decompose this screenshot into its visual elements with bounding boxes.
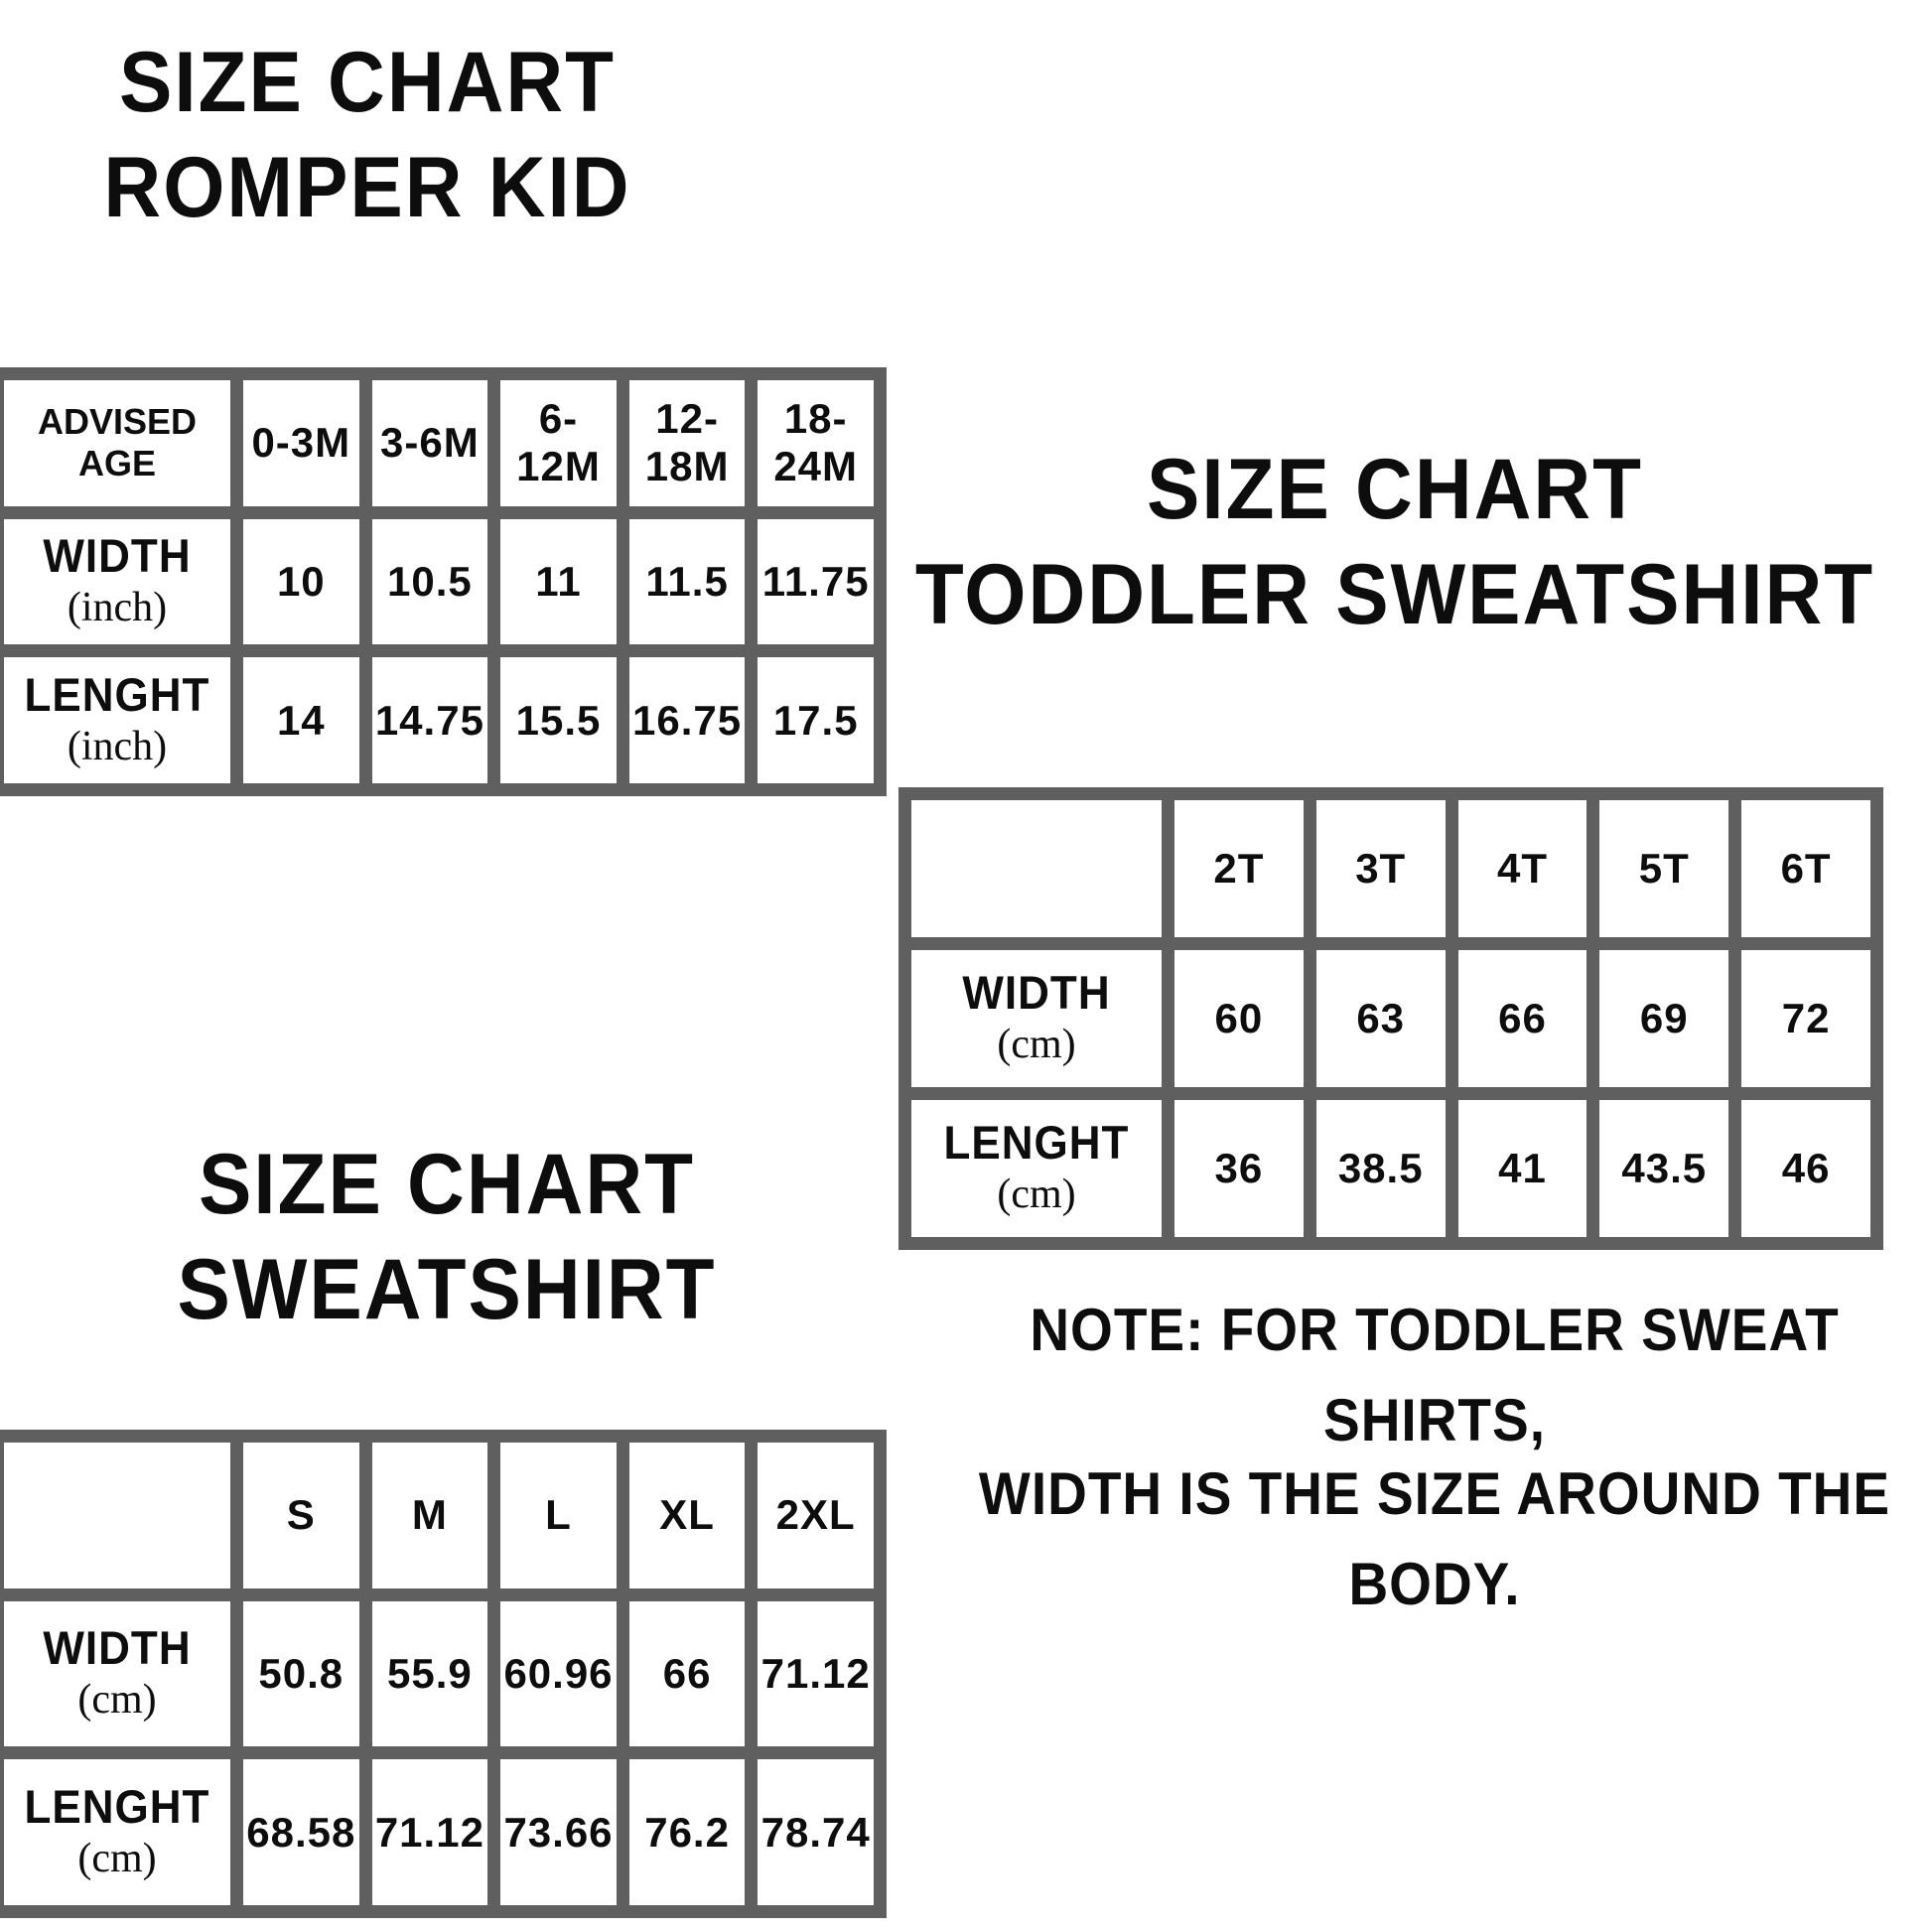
- toddler-width-value-cell: 69: [1599, 950, 1728, 1087]
- toddler-title-line1: SIZE CHART: [1147, 441, 1643, 537]
- toddler-header-cell: 4T: [1458, 800, 1587, 937]
- toddler-length-value-cell: 46: [1741, 1100, 1870, 1237]
- toddler-note-line1: NOTE: FOR TODDLER SWEAT SHIRTS,: [1030, 1295, 1840, 1453]
- romper-title-line1: SIZE CHART: [119, 34, 616, 130]
- toddler-header-cell: [911, 800, 1162, 937]
- toddler-header-cell: 3T: [1316, 800, 1446, 937]
- toddler-title-line2: TODDLER SWEATSHIRT: [914, 546, 1875, 642]
- romper-size-table: [0, 367, 887, 796]
- romper-length-value-cell: 15.5: [500, 657, 617, 783]
- sweatshirt-length-value-cell: 73.66: [500, 1759, 617, 1905]
- romper-width-value-cell: 10: [243, 519, 359, 645]
- toddler-length-value-cell: 41: [1458, 1100, 1587, 1237]
- romper-length-value-cell: 14: [243, 657, 359, 783]
- toddler-length-unit: (cm): [997, 1172, 1076, 1217]
- sweatshirt-title: [139, 1132, 755, 1341]
- toddler-note-line2: WIDTH IS THE SIZE AROUND THE BODY.: [978, 1458, 1891, 1617]
- romper-width-value-cell: 11: [500, 519, 617, 645]
- sweatshirt-width-value-cell: 60.96: [500, 1601, 617, 1747]
- toddler-size-table: [898, 787, 1883, 1250]
- sweatshirt-length-value-cell: 76.2: [629, 1759, 746, 1905]
- sweatshirt-width-value-cell: 50.8: [243, 1601, 359, 1747]
- romper-width-label: WIDTH: [43, 529, 192, 583]
- toddler-width-label: WIDTH: [962, 967, 1111, 1020]
- sweatshirt-length-value-cell: 78.74: [758, 1759, 874, 1905]
- romper-width-value-cell: 11.5: [629, 519, 746, 645]
- sweatshirt-header-cell: S: [243, 1443, 359, 1588]
- sweatshirt-length-value-cell: 71.12: [372, 1759, 488, 1905]
- toddler-width-value-cell: 66: [1458, 950, 1587, 1087]
- toddler-header-cell: 6T: [1741, 800, 1870, 937]
- toddler-title: [884, 437, 1906, 646]
- sweatshirt-length-unit: (cm): [77, 1835, 157, 1881]
- romper-header-cell: 3-6M: [372, 380, 488, 506]
- romper-length-value-cell: 16.75: [629, 657, 746, 783]
- sweatshirt-length-label-cell: [4, 1759, 230, 1905]
- toddler-width-unit: (cm): [997, 1022, 1076, 1067]
- toddler-width-label-cell: [911, 950, 1162, 1087]
- toddler-length-label: LENGHT: [943, 1117, 1130, 1170]
- sweatshirt-header-cell: XL: [629, 1443, 746, 1588]
- romper-width-unit: (inch): [67, 584, 168, 630]
- romper-width-value-cell: 11.75: [758, 519, 874, 645]
- romper-header-cell: 0-3M: [243, 380, 359, 506]
- sweatshirt-header-cell: L: [500, 1443, 617, 1588]
- sweatshirt-header-cell: [4, 1443, 230, 1588]
- sweatshirt-header-cell: M: [372, 1443, 488, 1588]
- romper-title: [40, 30, 695, 239]
- sweatshirt-header-cell: 2XL: [758, 1443, 874, 1588]
- toddler-header-cell: 5T: [1599, 800, 1728, 937]
- sweatshirt-width-value-cell: 55.9: [372, 1601, 488, 1747]
- romper-length-value-cell: 14.75: [372, 657, 488, 783]
- toddler-width-value-cell: 63: [1316, 950, 1446, 1087]
- sweatshirt-title-line1: SIZE CHART: [199, 1136, 695, 1232]
- toddler-header-cell: 2T: [1174, 800, 1304, 937]
- sweatshirt-size-table: [0, 1430, 887, 1918]
- sweatshirt-length-label: LENGHT: [24, 1780, 210, 1834]
- sweatshirt-width-unit: (cm): [77, 1676, 157, 1723]
- romper-width-value-cell: 10.5: [372, 519, 488, 645]
- romper-length-label: LENGHT: [24, 668, 210, 722]
- sweatshirt-width-label: WIDTH: [43, 1621, 192, 1675]
- sweatshirt-length-value-cell: 68.58: [243, 1759, 359, 1905]
- toddler-length-label-cell: [911, 1100, 1162, 1237]
- romper-title-line2: ROMPER KID: [103, 139, 631, 235]
- toddler-width-value-cell: 60: [1174, 950, 1304, 1087]
- toddler-note: [938, 1293, 1931, 1620]
- toddler-length-value-cell: 43.5: [1599, 1100, 1728, 1237]
- sweatshirt-width-label-cell: [4, 1601, 230, 1747]
- sweatshirt-width-value-cell: 71.12: [758, 1601, 874, 1747]
- sweatshirt-width-value-cell: 66: [629, 1601, 746, 1747]
- romper-header-cell: 12-18M: [629, 380, 746, 506]
- sweatshirt-title-line2: SWEATSHIRT: [177, 1241, 717, 1337]
- romper-length-unit: (inch): [67, 723, 168, 769]
- romper-header-cell: 6-12M: [500, 380, 617, 506]
- romper-header-cell: ADVISED AGE: [4, 380, 230, 506]
- toddler-length-value-cell: 36: [1174, 1100, 1304, 1237]
- romper-length-label-cell: [4, 657, 230, 783]
- romper-length-value-cell: 17.5: [758, 657, 874, 783]
- toddler-length-value-cell: 38.5: [1316, 1100, 1446, 1237]
- romper-header-cell: 18-24M: [758, 380, 874, 506]
- toddler-width-value-cell: 72: [1741, 950, 1870, 1087]
- romper-width-label-cell: [4, 519, 230, 645]
